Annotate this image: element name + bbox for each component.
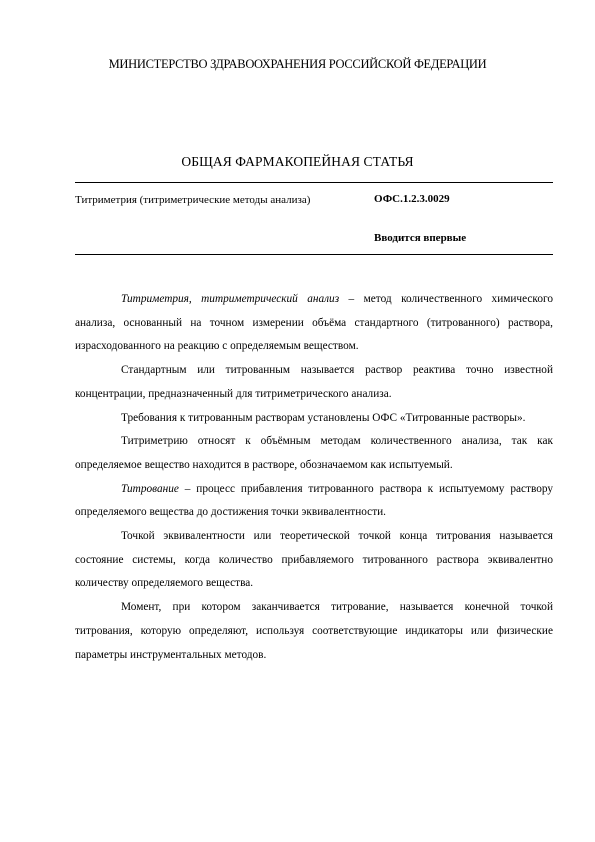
paragraph (75, 430, 553, 477)
paragraph (75, 407, 553, 431)
paragraph (75, 525, 553, 596)
document-name: Титриметрия (титриметрические методы анализа) (75, 194, 311, 206)
paragraph-term: Титриметрия, титриметрический анализ (121, 293, 340, 305)
top-divider (75, 182, 553, 183)
paragraph (75, 478, 553, 525)
paragraph-text: Точкой эквивалентности или теоретической точкой конца титрования называется состояние системы, когда количество прибавляемого титрованного раствора эквивалентно количеству определяемого вещества. (75, 530, 553, 590)
paragraph (75, 359, 553, 406)
bottom-divider (75, 254, 553, 255)
paragraph-text: Момент, при котором заканчивается титрование, называется конечной точкой титрования, которую определяют, используя соответствующие индикаторы или физические параметры инструментальных методов. (75, 601, 553, 661)
paragraph (75, 288, 553, 359)
paragraph-text: Стандартным или титрованным называется раствор реактива точно известной концентрации, предназначенный для титриметрического анализа. (75, 364, 553, 400)
paragraph-term: Титрование (121, 482, 179, 495)
paragraph-text: – метод количественного химического анализа, основанный на точном измерении объёма стандартного (титрованного) раствора, израсходованного на реакцию с определяемым веществом. (75, 293, 553, 353)
page-title: ОБЩАЯ ФАРМАКОПЕЙНАЯ СТАТЬЯ (181, 154, 414, 169)
paragraph-text: – процесс прибавления титрованного раствора к испытуемому раствору определяемого вещества до достижения точки эквивалентности. (75, 482, 553, 519)
document-status: Вводится впервые (374, 232, 467, 244)
ministry-heading: МИНИСТЕРСТВО ЗДРАВООХРАНЕНИЯ РОССИЙСКОЙ ФЕДЕРАЦИИ (108, 57, 487, 71)
paragraph (75, 596, 553, 667)
paragraph-text: Требования к титрованным растворам установлены ОФС «Титрованные растворы». (121, 411, 526, 424)
paragraph-text: Титриметрию относят к объёмным методам количественного анализа, так как определяемое вещество находится в растворе, обозначаемом как испытуемый. (75, 435, 553, 471)
document-code: ОФС.1.2.3.0029 (374, 193, 450, 205)
article-body (75, 288, 553, 667)
